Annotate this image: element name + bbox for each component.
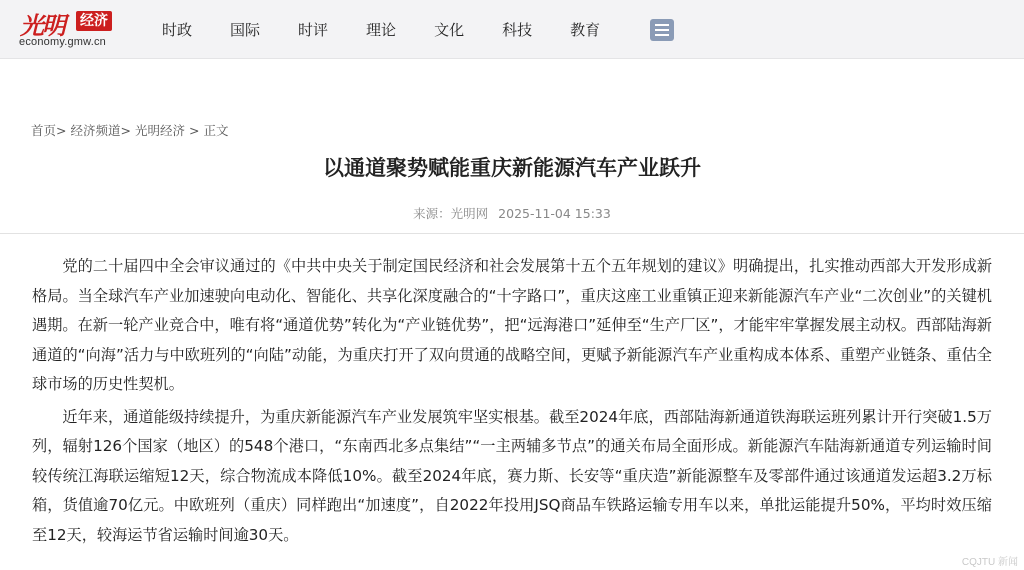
article-paragraph: 近年来，通道能级持续提升，为重庆新能源汽车产业发展筑牢坚实根基。截至2024年底，西部陆海新通道铁海联运班列累计开行突破1.5万列，辐射126个国家（地区）的548个港口，“东南西北多点集结”“一主两辅多节点”的通关布局全面形成。新能源汽车陆海新通道专列运输时间较传统江海联运缩短12天，综合物流成本降低10%。截至2024年底，赛力斯、长安等“重庆造”新能源整车及零部件通过该通道发运超3.2万标箱，货值逾70亿元。中欧班列（重庆）同样跑出“加速度”，自2022年投用JSQ商品车铁路运输专用车以来，单批运能提升50%，平均时效压缩至12天，较海运节省运输时间逾30天。 <box>32 407 992 544</box>
breadcrumb-separator: > <box>56 123 67 138</box>
menu-list-icon[interactable] <box>650 19 674 41</box>
article-body <box>32 252 992 553</box>
nav-item-politics[interactable]: 时政 <box>162 20 193 39</box>
article-source: 来源：光明网 <box>413 206 489 221</box>
nav-item-education[interactable]: 教育 <box>570 20 601 39</box>
breadcrumb-current: 正文 <box>203 123 229 138</box>
article-title: 以通道聚势赋能重庆新能源汽车产业跃升 <box>323 156 701 180</box>
nav-item-culture[interactable]: 文化 <box>434 20 465 39</box>
nav-item-technology[interactable]: 科技 <box>502 20 533 39</box>
breadcrumb-gmw-economy[interactable]: 光明经济 <box>134 123 185 138</box>
breadcrumb-home[interactable]: 首页 <box>31 123 57 138</box>
nav-item-theory[interactable]: 理论 <box>366 20 397 39</box>
divider <box>0 233 1024 234</box>
breadcrumb-separator: > <box>188 123 200 138</box>
breadcrumb <box>31 121 228 139</box>
logo-url: economy.gmw.cn <box>19 36 106 48</box>
watermark: CQJTU 新闻 <box>961 557 1018 568</box>
logo-badge: 经济 <box>76 11 112 31</box>
nav-item-commentary[interactable]: 时评 <box>298 20 329 39</box>
top-navigation-bar <box>0 0 1024 59</box>
article-meta <box>0 204 1024 222</box>
article-paragraph: 党的二十届四中全会审议通过的《中共中央关于制定国民经济和社会发展第十五个五年规划的建议》明确提出，扎实推动西部大开发形成新格局。当全球汽车产业加速驶向电动化、智能化、共享化深度融合的“十字路口”，重庆这座工业重镇正迎来新能源汽车产业“二次创业”的关键机遇期。在新一轮产业竞合中，唯有将“通道优势”转化为“产业链优势”，把“远海港口”延伸至“生产厂区”，才能牢牢掌握发展主动权。西部陆海新通道的“向海”活力与中欧班列的“向陆”动能，为重庆打开了双向贯通的战略空间，更赋予新能源汽车产业重构成本体系、重塑产业链条、重估全球市场的历史性契机。 <box>32 257 992 393</box>
breadcrumb-economy-channel[interactable]: 经济频道 <box>70 123 121 138</box>
article-date: 2025-11-04 15:33 <box>498 206 611 221</box>
nav-item-international[interactable]: 国际 <box>230 20 261 39</box>
logo-script: 光明 <box>20 11 64 40</box>
main-nav <box>162 0 638 58</box>
breadcrumb-separator: > <box>120 123 131 138</box>
site-logo[interactable] <box>18 6 128 52</box>
